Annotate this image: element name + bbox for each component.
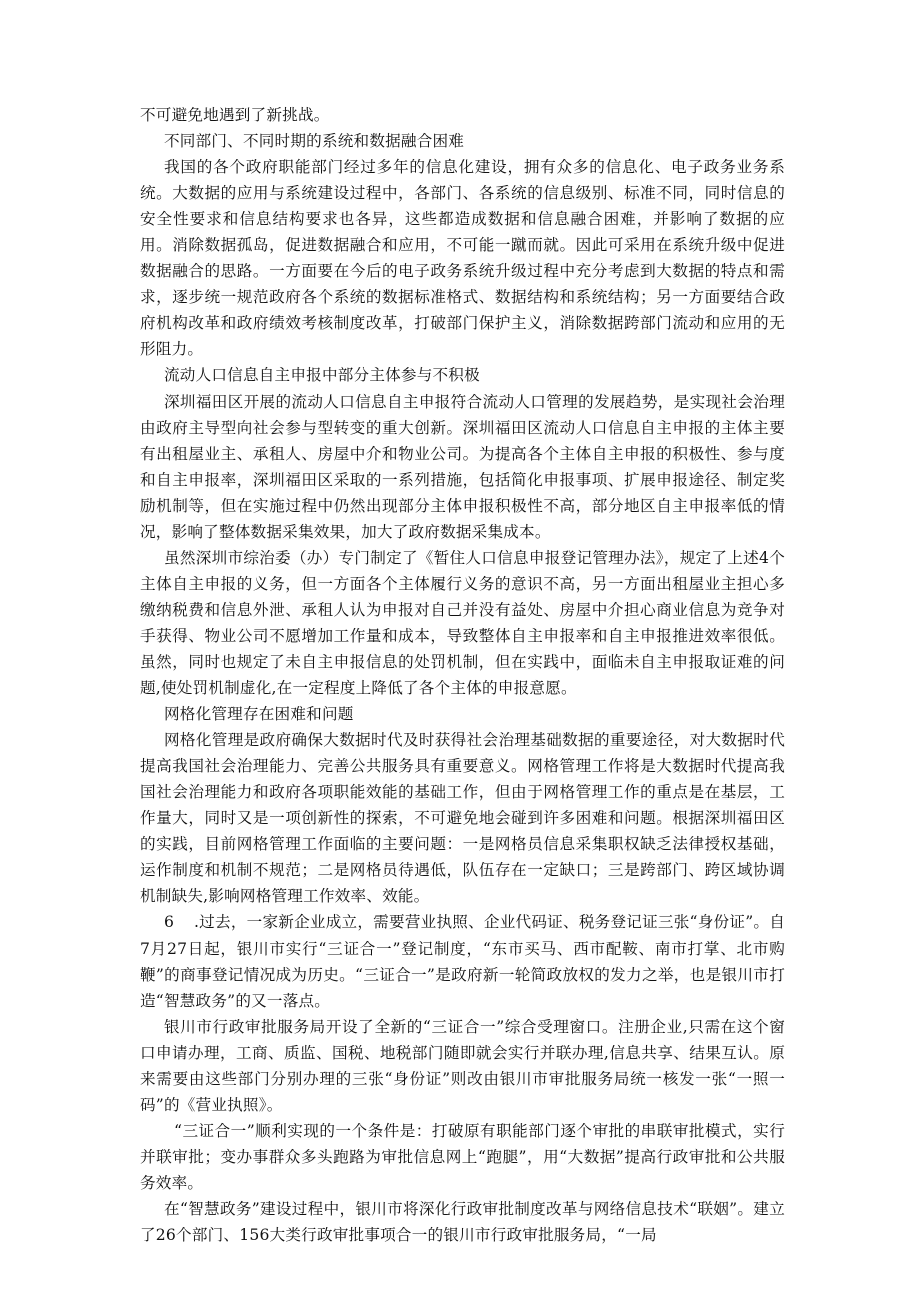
section-heading-self-reporting: 流动人口信息自主申报中部分主体参与不积极 bbox=[164, 366, 480, 385]
paragraph-shenzhen-regulation: 虽然深圳市综治委（办）专门制定了《暂住人口信息申报登记管理办法》，规定了上述4个主体自主申报的义务，但一方面各个主体履行义务的意识不高，另一方面出租屋业主担心多缴纳税费和信息外泄、承租人认为申报对自己并没有益处、房屋中介担心商业信息为竞争对手获得、物业公司不愿增加工作量和成本，导致整体自主申报率和自主申报推进效率很低。虽然，同时也规定了未自主申报信息的处罚机制，但在实践中，面临未自主申报取证难的问题,使处罚机制虚化,在一定程度上降低了各个主体的申报意愿。 bbox=[140, 548, 785, 698]
section-heading-grid-management: 网格化管理存在困难和问题 bbox=[164, 705, 354, 724]
numbered-paragraph-6 bbox=[140, 909, 785, 1013]
paragraph-data-fusion: 我国的各个政府职能部门经过多年的信息化建设，拥有众多的信息化、电子政务业务系统。大数据的应用与系统建设过程中，各部门、各系统的信息级别、标准不同，同时信息的安全性要求和信息结构要求也各异，这些都造成数据和信息融合困难，并影响了数据的应用。消除数据孤岛，促进数据融合和应用，不可能一蹴而就。因此可采用在系统升级中促进数据融合的思路。一方面要在今后的电子政务系统升级过程中充分考虑到大数据的特点和需求，逐步统一规范政府各个系统的数据标准格式、数据结构和系统结构；另一方面要结合政府机构改革和政府绩效考核制度改革，打破部门保护主义，消除数据跨部门流动和应用的无形阻力。 bbox=[140, 158, 785, 359]
list-number: 6 bbox=[164, 913, 175, 932]
paragraph-futian-reporting: 深圳福田区开展的流动人口信息自主申报符合流动人口管理的发展趋势，是实现社会治理由政府主导型向社会参与型转变的重大创新。深圳福田区流动人口信息自主申报的主体主要有出租屋业主、承租人、房屋中介和物业公司。为提高各个主体自主申报的积极性、参与度和自主申报率，深圳福田区采取的一系列措施，包括简化申报事项、扩展申报途径、制定奖励机制等，但在实施过程中仍然出现部分主体申报积极性不高，部分地区自主申报率低的情况，影响了整体数据采集效果，加大了政府数据采集成本。 bbox=[140, 392, 785, 541]
document-body bbox=[140, 102, 785, 1248]
section-heading-data-fusion: 不同部门、不同时期的系统和数据融合困难 bbox=[164, 132, 465, 151]
paragraph-grid-management: 网格化管理是政府确保大数据时代及时获得社会治理基础数据的重要途径，对大数据时代提高我国社会治理能力、完善公共服务具有重要意义。网格管理工作将是大数据时代提高我国社会治理能力和政府各项职能效能的基础工作，但由于网格管理工作的重点是在基层，工作量大，同时又是一项创新性的探索，不可避免地会碰到许多困难和问题。根据深圳福田区的实践，目前网格管理工作面临的主要问题：一是网格员信息采集职权缺乏法律授权基础，运作制度和机制不规范；二是网格员待遇低，队伍存在一定缺口；三是跨部门、跨区域协调机制缺失,影响网格管理工作效率、效能。 bbox=[140, 731, 785, 906]
paragraph-three-in-one-condition: “三证合一”顺利实现的一个条件是：打破原有职能部门逐个审批的串联审批模式，实行并联审批；变办事群众多头跑路为审批信息网上“跑腿”，用“大数据”提高行政审批和公共服务效率。 bbox=[140, 1121, 785, 1192]
paragraph-continuation: 不可避免地遇到了新挑战。 bbox=[140, 106, 330, 124]
numbered-paragraph-text: .过去，一家新企业成立，需要营业执照、企业代码证、税务登记证三张“身份证”。自7月27日起，银川市实行“三证合一”登记制度，“东市买马、西市配鞍、南市打掌、北市购鞭”的商事登记情况成为历史。“三证合一”是政府新一轮简政放权的发力之举，也是银川市打造“智慧政务”的又一落点。 bbox=[140, 913, 785, 1010]
paragraph-yinchuan-window: 银川市行政审批服务局开设了全新的“三证合一”综合受理窗口。注册企业,只需在这个窗口申请办理，工商、质监、国税、地税部门随即就会实行并联办理,信息共享、结果互认。原来需要由这些部门分别办理的三张“身份证”则改由银川市审批服务局统一核发一张“一照一码”的《营业执照》。 bbox=[140, 1017, 785, 1114]
paragraph-smart-government: 在“智慧政务”建设过程中，银川市将深化行政审批制度改革与网络信息技术“联姻”。建立了26个部门、156大类行政审批事项合一的银川市行政审批服务局，“一局 bbox=[140, 1199, 785, 1245]
